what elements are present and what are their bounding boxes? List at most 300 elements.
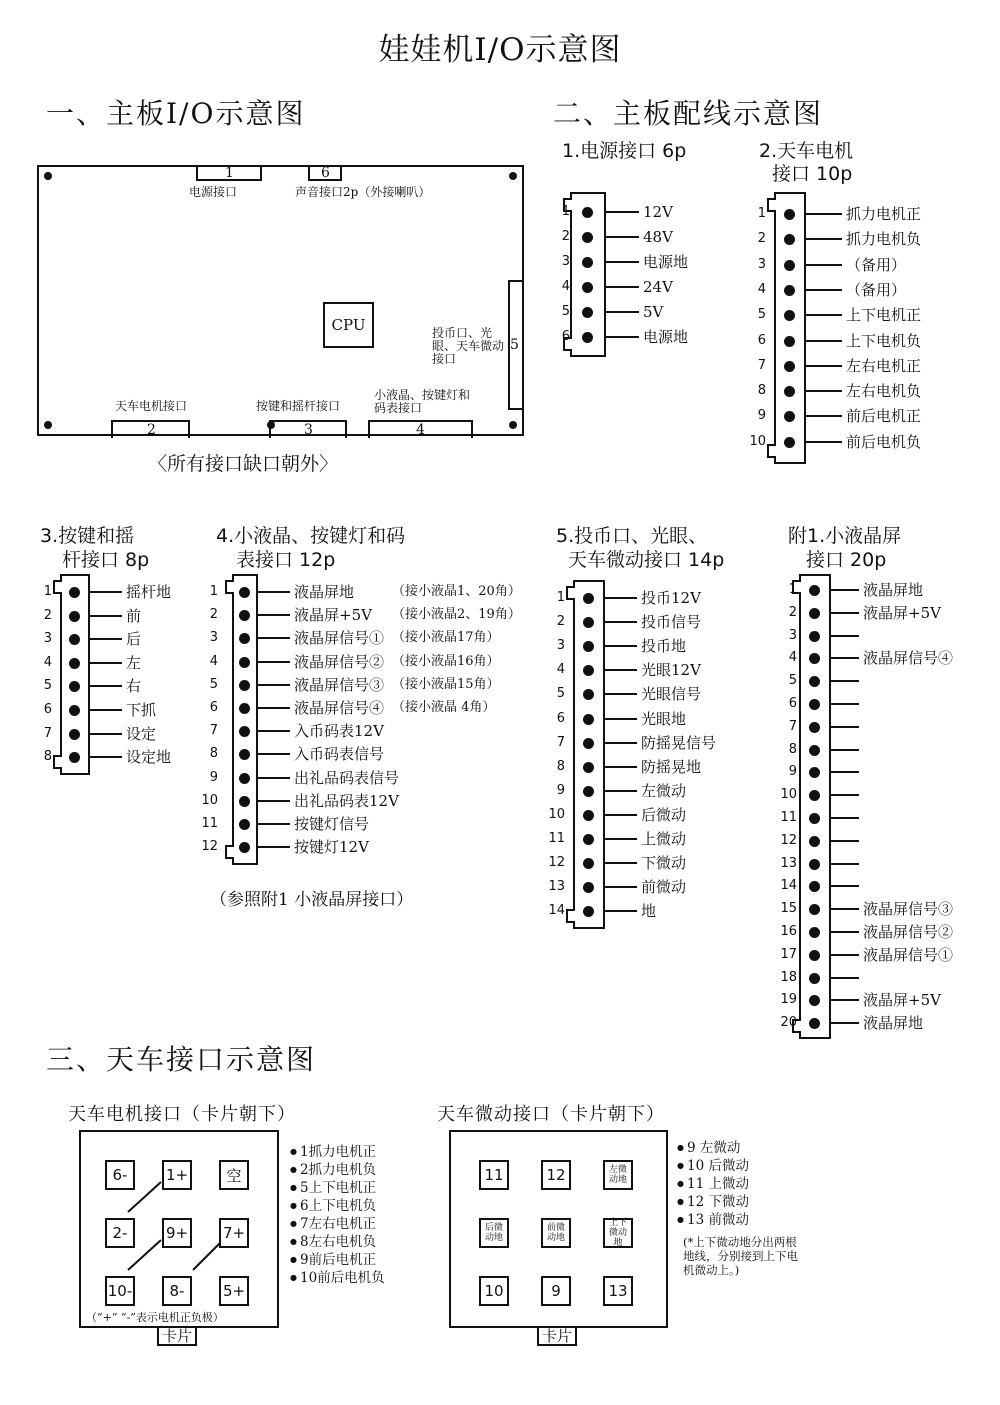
pin-number: 5 <box>788 673 797 689</box>
pin-number: 7 <box>43 725 52 741</box>
pin-label: 左右电机负 <box>846 382 922 401</box>
pin-dot-icon <box>582 332 593 343</box>
connector-latch <box>566 909 575 923</box>
pin-wire <box>829 1022 859 1024</box>
pin-wire <box>804 289 842 291</box>
pin-wire <box>88 662 122 664</box>
legend-item: ● 6上下电机负 <box>290 1197 385 1215</box>
plug-pin: 2- <box>105 1218 135 1248</box>
plug-pin: 9+ <box>162 1218 192 1248</box>
pin-wire <box>256 730 290 732</box>
pin-note: （接小液晶15角） <box>392 676 500 692</box>
pin-dot-icon <box>583 738 594 749</box>
port-3-number: 3 <box>304 422 313 438</box>
pin-wire <box>88 709 122 711</box>
pin-wire <box>256 707 290 709</box>
pin-number: 6 <box>43 702 52 717</box>
pin-wire <box>88 591 122 593</box>
pin-label: 液晶屏+5V <box>863 991 941 1010</box>
connector-pin <box>775 810 797 826</box>
pin-wire <box>603 910 637 912</box>
pin-label: 防摇晃信号 <box>641 733 717 752</box>
connector-latch <box>225 580 234 594</box>
connector-pin <box>196 791 399 810</box>
pin-wire <box>804 314 842 316</box>
pin-dot-icon <box>239 587 250 598</box>
pin-label: 投币信号 <box>641 613 702 632</box>
pin-wire <box>256 661 290 663</box>
connector-pin <box>744 280 907 299</box>
port-4-number: 4 <box>416 422 425 438</box>
pin-wire <box>603 838 637 840</box>
pin-label: 按键灯12V <box>294 838 369 857</box>
connector-pin <box>548 303 664 321</box>
pin-wire <box>804 238 842 240</box>
pin-dot-icon <box>239 773 250 784</box>
connector-pin <box>30 748 172 767</box>
pin-dot-icon <box>239 657 250 668</box>
switch-plug-tab-label: 卡片 <box>541 1327 572 1345</box>
pin-number: 3 <box>209 630 218 646</box>
plug-pin: 上下微动地 <box>603 1218 633 1248</box>
pin-wire <box>804 415 842 417</box>
pin-label: 抓力电机正 <box>846 205 922 223</box>
legend-item: ● 1抓力电机正 <box>290 1143 385 1161</box>
pin-dot-icon <box>809 927 820 938</box>
connector-4-title-line2: 表接口 12p <box>236 549 336 571</box>
motor-plug-tab-label: 卡片 <box>161 1327 192 1345</box>
pin-dot-icon <box>784 260 795 271</box>
pin-number: 4 <box>209 653 218 669</box>
pin-wire <box>829 931 859 933</box>
pin-dot-icon <box>784 361 795 372</box>
connector-pin <box>543 661 701 680</box>
pin-dot-icon <box>583 762 594 773</box>
pin-number: 2 <box>757 231 766 247</box>
pin-label: 后 <box>126 630 142 649</box>
switch-plug <box>449 1130 668 1328</box>
legend-item: ● 8左右电机负 <box>290 1233 385 1251</box>
pin-label: 电源地 <box>643 253 689 271</box>
pin-wire <box>604 211 639 213</box>
connector-pin <box>775 878 797 894</box>
pin-wire <box>604 286 639 288</box>
connector-pin <box>30 630 142 649</box>
pin-label: 前后电机正 <box>846 407 922 426</box>
connector-pin <box>744 356 922 375</box>
pin-wire <box>256 637 290 639</box>
pin-number: 10 <box>201 792 218 808</box>
screw-hole-icon <box>509 421 517 429</box>
pin-label: 液晶屏信号② <box>294 652 385 671</box>
pin-number: 18 <box>780 969 797 985</box>
pin-dot-icon <box>239 819 250 830</box>
section3-heading: 三、天车接口示意图 <box>46 1043 317 1076</box>
plug-pin: 11 <box>479 1160 509 1190</box>
connector-pin <box>543 902 657 921</box>
pin-number: 3 <box>556 638 565 654</box>
pin-wire <box>829 794 859 796</box>
legend-item: ● 13 前微动 <box>677 1211 749 1229</box>
pin-dot-icon <box>809 608 820 619</box>
pin-number: 3 <box>788 627 797 643</box>
connector-pin <box>548 253 689 271</box>
connector-pin <box>543 685 702 704</box>
pin-wire <box>256 823 290 825</box>
connector-pin <box>775 696 797 712</box>
connector-pin <box>548 228 673 246</box>
connector-pin <box>543 733 717 752</box>
pin-label: 设定 <box>126 724 157 743</box>
port-1-number: 1 <box>225 165 234 181</box>
connector-housing <box>573 580 605 929</box>
connector-2-title-line2: 接口 10p <box>772 163 853 185</box>
section2-heading: 二、主板配线示意图 <box>553 97 824 130</box>
connector-pin <box>543 637 687 656</box>
pin-dot-icon <box>784 209 795 220</box>
pin-wire <box>829 999 859 1001</box>
pin-wire <box>829 726 859 728</box>
pin-wire <box>829 863 859 865</box>
pin-dot-icon <box>69 658 80 669</box>
pin-number: 13 <box>548 879 565 895</box>
pin-dot-icon <box>784 336 795 347</box>
pin-label: 液晶屏+5V <box>863 603 941 622</box>
page-title: 娃娃机I/O示意图 <box>378 32 622 68</box>
connector-pin <box>548 203 673 221</box>
pin-number: 8 <box>757 383 766 399</box>
pin-wire <box>829 885 859 887</box>
pin-label: 出礼品码表信号 <box>294 768 400 787</box>
connector-pin <box>744 382 922 401</box>
connector-pin <box>543 805 687 824</box>
connector-pin <box>196 652 500 671</box>
pin-wire <box>603 886 637 888</box>
plug-pin: 10 <box>479 1276 509 1306</box>
motor-plug-polarity-note: （“+” “-”表示电机正负极） <box>86 1311 224 1324</box>
pin-number: 12 <box>201 839 218 855</box>
cpu-label: CPU <box>331 316 366 334</box>
pin-dot-icon <box>583 593 594 604</box>
pin-number: 3 <box>757 256 766 272</box>
screw-hole-icon <box>44 421 52 429</box>
pin-number: 16 <box>780 924 797 939</box>
pin-number: 20 <box>780 1015 797 1031</box>
pin-number: 9 <box>757 408 766 424</box>
plug-pin: 6- <box>105 1160 135 1190</box>
motor-plug-title: 天车电机接口（卡片朝下） <box>68 1104 296 1125</box>
pin-number: 10 <box>749 433 766 449</box>
pin-wire <box>604 236 639 238</box>
pin-wire <box>604 336 639 338</box>
pin-dot-icon <box>239 703 250 714</box>
pin-number: 7 <box>209 723 218 739</box>
pin-dot-icon <box>239 680 250 691</box>
pin-wire <box>829 657 859 659</box>
pin-dot-icon <box>582 207 593 218</box>
pin-number: 4 <box>556 662 565 678</box>
pin-label: 液晶屏地 <box>863 1014 924 1033</box>
connector-4-title-line1: 4.小液晶、按键灯和码 <box>216 525 406 547</box>
pin-dot-icon <box>784 285 795 296</box>
pin-number: 15 <box>780 901 797 917</box>
pin-label: 5V <box>643 303 664 321</box>
plug-pin: 前微动地 <box>541 1218 571 1248</box>
switch-plug-title: 天车微动接口（卡片朝下） <box>437 1104 665 1125</box>
pin-dot-icon <box>69 611 80 622</box>
connector-pin <box>744 407 922 426</box>
section1-heading: 一、主板I/O示意图 <box>46 97 306 130</box>
connector-pin <box>775 945 954 964</box>
pin-wire <box>829 749 859 751</box>
pin-number: 8 <box>43 749 52 765</box>
mainboard-footer: 〈所有接口缺口朝外〉 <box>148 453 339 475</box>
pin-wire <box>603 597 637 599</box>
connector-pin <box>775 581 924 599</box>
pin-label: 后微动 <box>641 805 687 824</box>
pin-label: 上下电机负 <box>846 331 922 350</box>
pin-number: 11 <box>201 816 218 831</box>
pin-dot-icon <box>582 307 593 318</box>
pin-wire <box>256 684 290 686</box>
connector-latch <box>53 580 62 594</box>
pin-wire <box>256 591 290 593</box>
pin-label: 液晶屏+5V <box>294 606 372 625</box>
pin-dot-icon <box>69 587 80 598</box>
connector-pin <box>744 255 907 274</box>
pin-wire <box>829 612 859 614</box>
switch-plug-legend <box>677 1139 749 1229</box>
pin-label: 上微动 <box>641 830 687 848</box>
pin-wire <box>829 703 859 705</box>
pin-label: 光眼地 <box>641 709 687 728</box>
pin-number: 6 <box>788 696 797 711</box>
connector-pin <box>775 649 954 668</box>
pin-label: 出礼品码表12V <box>294 791 399 810</box>
pin-number: 14 <box>780 878 797 894</box>
pin-wire <box>829 977 859 979</box>
connector-pin <box>543 878 687 897</box>
pin-wire <box>804 340 842 342</box>
connector-pin <box>196 722 384 741</box>
pin-number: 4 <box>561 279 570 294</box>
appendix-1-title-line2: 接口 20p <box>806 549 887 571</box>
connector-pin <box>543 613 702 632</box>
pin-number: 5 <box>757 307 766 323</box>
pin-label: 左 <box>126 653 142 672</box>
pin-wire <box>88 685 122 687</box>
port-2-number: 2 <box>147 422 156 438</box>
connector-housing <box>774 192 806 464</box>
connector-5-title-line1: 5.投币口、光眼、 <box>556 525 708 547</box>
pin-number: 1 <box>209 584 218 599</box>
connector-pin <box>744 230 922 249</box>
connector-pin <box>775 603 941 622</box>
connector-pin <box>775 855 797 872</box>
port-6-label: 声音接口2p（外接喇叭） <box>295 185 431 199</box>
connector-pin <box>775 923 954 941</box>
pin-label: 入币码表信号 <box>294 745 385 764</box>
pin-number: 5 <box>43 678 52 694</box>
pin-label: 上下电机正 <box>846 306 922 325</box>
pin-wire <box>829 840 859 842</box>
plug-pin: 5+ <box>219 1276 249 1306</box>
connector-pin <box>30 583 172 601</box>
pin-number: 12 <box>780 832 797 848</box>
pin-number: 4 <box>757 281 766 297</box>
pin-number: 14 <box>548 903 565 919</box>
connector-pin <box>30 677 142 696</box>
connector-pin <box>543 757 702 776</box>
pin-label: 左右电机正 <box>846 356 922 375</box>
connector-housing <box>799 574 831 1039</box>
pin-label: 液晶屏地 <box>294 583 355 601</box>
connector-pin <box>775 787 797 803</box>
connector-pin <box>196 745 385 764</box>
legend-item: ● 10 后微动 <box>677 1157 749 1175</box>
pin-number: 3 <box>43 631 52 647</box>
pin-note: （接小液晶1、20角） <box>392 584 521 599</box>
pin-dot-icon <box>583 786 594 797</box>
connector-pin <box>30 653 142 672</box>
connector-4-footer: （参照附1 小液晶屏接口） <box>210 890 414 910</box>
legend-item: ● 9前后电机正 <box>290 1251 385 1269</box>
pin-wire <box>804 390 842 392</box>
connector-pin <box>543 589 701 607</box>
pin-number: 9 <box>788 764 797 780</box>
pin-number: 7 <box>788 718 797 734</box>
plug-pin: 13 <box>603 1276 633 1306</box>
connector-latch <box>566 586 575 600</box>
pin-label: 液晶屏信号③ <box>294 675 385 694</box>
connector-pin <box>744 205 922 223</box>
pin-number: 1 <box>556 590 565 605</box>
connector-pin <box>775 969 797 986</box>
pin-label: 液晶屏信号④ <box>863 649 954 668</box>
pin-wire <box>603 790 637 792</box>
pin-label: 48V <box>643 228 673 246</box>
pin-number: 1 <box>757 206 766 221</box>
pin-wire <box>256 800 290 802</box>
pin-wire <box>829 954 859 956</box>
pin-dot-icon <box>809 722 820 733</box>
pin-wire <box>603 718 637 720</box>
screw-hole-icon <box>509 172 517 180</box>
plug-pin: 左微动地 <box>603 1160 633 1190</box>
pin-number: 11 <box>548 831 565 846</box>
switch-plug-tab <box>537 1326 577 1346</box>
plug-pin: 7+ <box>219 1218 249 1248</box>
pin-number: 5 <box>209 676 218 692</box>
pin-wire <box>829 908 859 910</box>
connector-pin <box>744 432 922 451</box>
pin-wire <box>829 771 859 773</box>
pin-label: 电源地 <box>643 328 689 346</box>
pin-number: 7 <box>556 734 565 750</box>
connector-pin <box>775 627 797 644</box>
pin-dot-icon <box>809 585 820 596</box>
pin-label: 前微动 <box>641 878 687 897</box>
pin-dot-icon <box>809 699 820 710</box>
pin-label: 前 <box>126 606 142 625</box>
connector-pin <box>744 331 922 350</box>
pin-number: 1 <box>561 204 570 219</box>
pin-dot-icon <box>809 631 820 642</box>
pin-label: 24V <box>643 278 673 296</box>
pin-number: 5 <box>561 304 570 319</box>
pin-wire <box>88 615 122 617</box>
pin-dot-icon <box>582 232 593 243</box>
plug-pin: 空 <box>219 1160 249 1190</box>
pin-number: 1 <box>43 584 52 599</box>
plug-pin: 9 <box>541 1276 571 1306</box>
cpu-chip <box>323 302 374 348</box>
motor-plug <box>79 1130 279 1328</box>
pin-dot-icon <box>809 745 820 756</box>
pin-wire <box>829 589 859 591</box>
pin-label: 投币12V <box>641 589 701 607</box>
pin-dot-icon <box>239 796 250 807</box>
connector-1-title: 1.电源接口 6p <box>562 140 687 162</box>
pin-dot-icon <box>809 813 820 824</box>
pin-number: 19 <box>780 992 797 1008</box>
pin-number: 9 <box>556 782 565 798</box>
legend-item: ● 5上下电机正 <box>290 1179 385 1197</box>
motor-plug-tab <box>157 1326 197 1346</box>
pin-label: 入币码表12V <box>294 722 384 741</box>
connector-pin <box>775 832 797 849</box>
pin-dot-icon <box>69 729 80 740</box>
legend-item: ● 7左右电机正 <box>290 1215 385 1233</box>
pin-dot-icon <box>583 714 594 725</box>
pin-dot-icon <box>809 950 820 961</box>
pin-label: 光眼信号 <box>641 685 702 704</box>
pin-label: 下抓 <box>126 701 157 719</box>
legend-item: ● 2抓力电机负 <box>290 1161 385 1179</box>
pin-label: 投币地 <box>641 637 687 656</box>
plug-pin: 后微动地 <box>479 1218 509 1248</box>
connector-pin <box>775 764 797 780</box>
pin-wire <box>604 261 639 263</box>
switch-plug-note: (*上下微动地分出两根地线，分别接到上下电机微动上。) <box>683 1235 798 1277</box>
pin-number: 7 <box>757 357 766 373</box>
pin-number: 5 <box>556 686 565 702</box>
pin-wire <box>829 680 859 682</box>
pin-label: 液晶屏信号④ <box>294 699 385 717</box>
pin-wire <box>88 756 122 758</box>
pin-wire <box>804 441 842 443</box>
pin-wire <box>88 638 122 640</box>
connector-pin <box>196 815 370 833</box>
pin-wire <box>804 264 842 266</box>
pin-wire <box>603 814 637 816</box>
pin-number: 2 <box>43 607 52 623</box>
pin-dot-icon <box>582 282 593 293</box>
port-1-label: 电源接口 <box>189 185 238 199</box>
port-5-label: 投币口、光眼、天车微动接口 <box>432 326 505 366</box>
pin-number: 10 <box>780 787 797 803</box>
pin-wire <box>829 817 859 819</box>
pin-wire <box>604 311 639 313</box>
pin-dot-icon <box>583 810 594 821</box>
motor-plug-legend <box>290 1143 385 1287</box>
pin-number: 13 <box>780 855 797 871</box>
pin-note: （接小液晶2、19角） <box>392 607 521 623</box>
pin-number: 6 <box>556 710 565 726</box>
pin-number: 1 <box>788 582 797 597</box>
pin-label: 按键灯信号 <box>294 815 370 833</box>
pin-label: 前后电机负 <box>846 432 922 451</box>
